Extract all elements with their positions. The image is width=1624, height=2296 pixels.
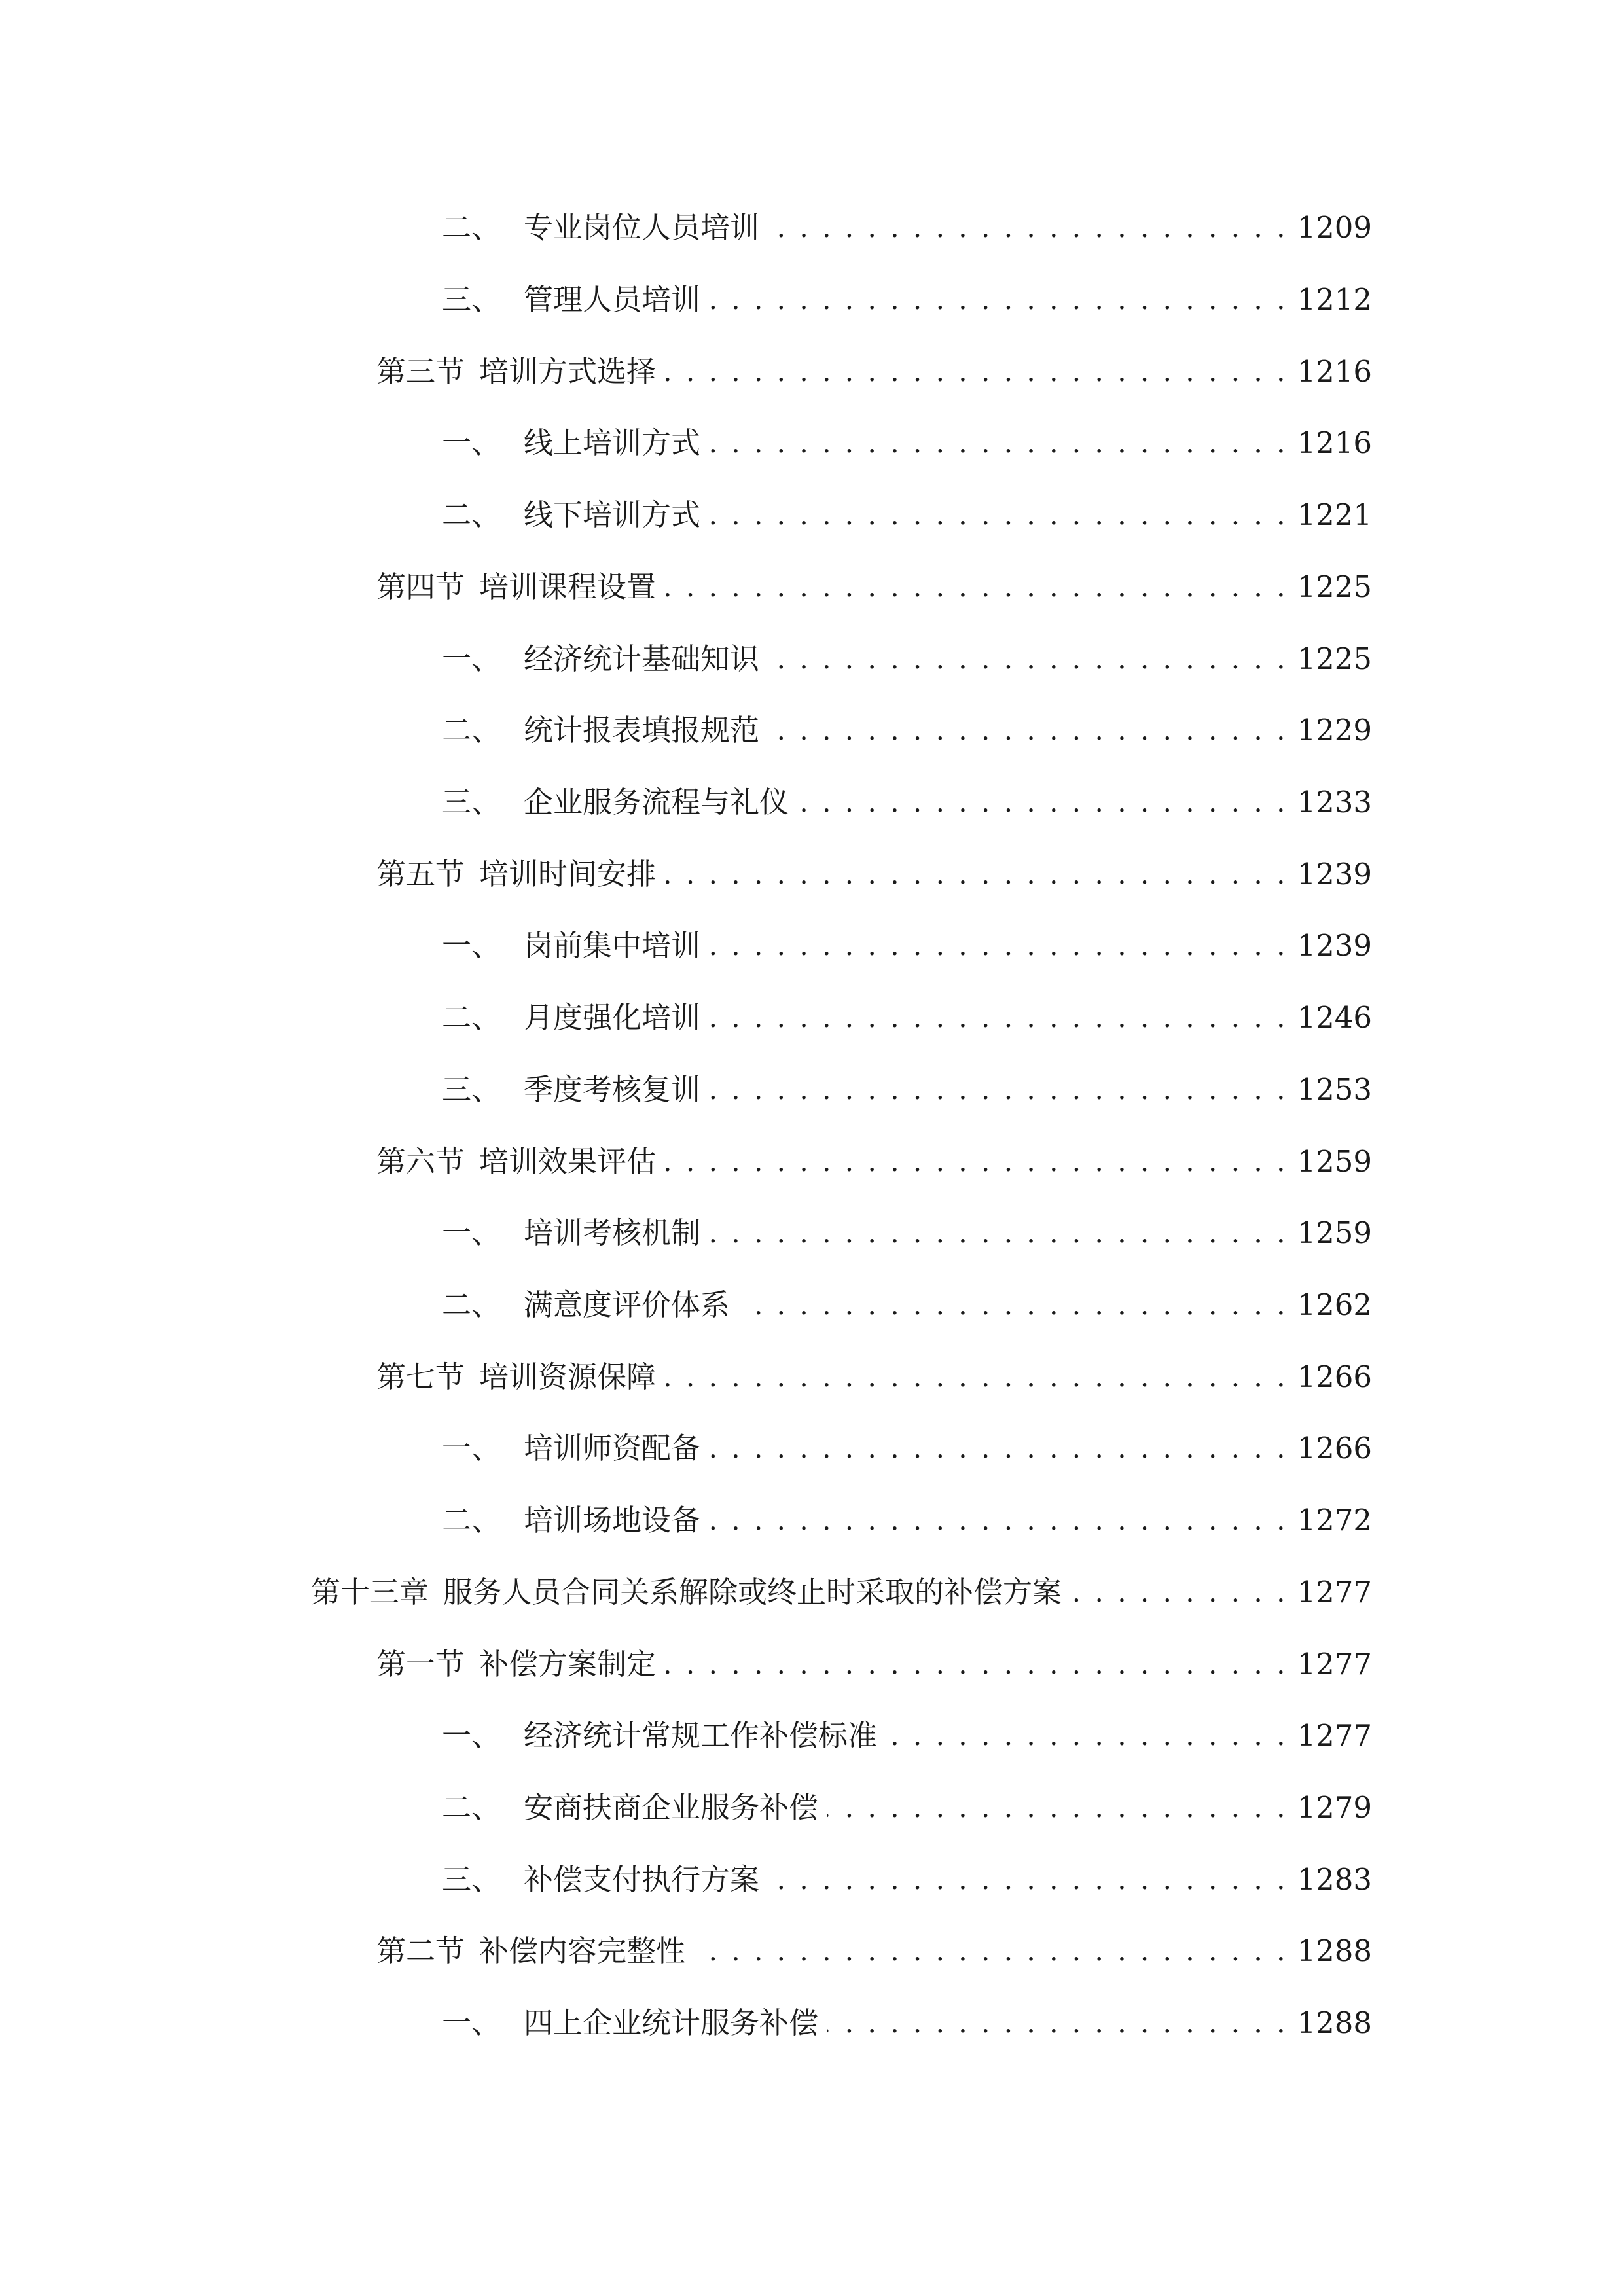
toc-leader-dots bbox=[768, 202, 1288, 254]
toc-leader-dots bbox=[768, 633, 1288, 685]
toc-leader-dots bbox=[665, 1638, 1288, 1691]
toc-entry-title: 经济统计常规工作补偿标准 bbox=[524, 1718, 878, 1753]
toc-leader-dots bbox=[665, 1136, 1288, 1188]
toc-entry-page: 1212 bbox=[1297, 282, 1372, 317]
toc-entry-number: 二、 bbox=[442, 713, 501, 747]
toc-leader-dots bbox=[1071, 1566, 1288, 1619]
toc-entry[interactable] bbox=[442, 1997, 1372, 2049]
toc-entry-page: 1233 bbox=[1297, 785, 1372, 819]
toc-entry-title: 补偿内容完整性 bbox=[479, 1933, 686, 1968]
toc-entry-page: 1262 bbox=[1297, 1287, 1372, 1322]
toc-entry-number: 二、 bbox=[442, 1287, 501, 1322]
toc-entry-number: 第十三章 bbox=[311, 1575, 429, 1609]
toc-entry-number: 第七节 bbox=[376, 1359, 465, 1394]
toc-entry-number: 第三节 bbox=[376, 354, 465, 389]
toc-entry[interactable] bbox=[376, 1638, 1372, 1691]
toc-entry-number: 三、 bbox=[442, 785, 501, 819]
toc-entry[interactable] bbox=[442, 1782, 1372, 1834]
toc-leader-dots bbox=[827, 1997, 1288, 2049]
toc-entry-number: 二、 bbox=[442, 1790, 501, 1825]
toc-entry-title: 安商扶商企业服务补偿 bbox=[524, 1790, 819, 1825]
toc-entry-title: 月度强化培训 bbox=[524, 1000, 701, 1035]
toc-entry[interactable] bbox=[442, 704, 1372, 757]
toc-leader-dots bbox=[710, 1422, 1288, 1475]
toc-entry-title: 企业服务流程与礼仪 bbox=[524, 785, 789, 819]
toc-entry-number: 一、 bbox=[442, 425, 501, 460]
toc-entry-page: 1272 bbox=[1297, 1503, 1372, 1537]
toc-entry-page: 1216 bbox=[1297, 425, 1372, 460]
toc-entry-page: 1216 bbox=[1297, 354, 1372, 389]
toc-leader-dots bbox=[710, 1064, 1288, 1116]
toc-entry-title: 培训时间安排 bbox=[479, 857, 657, 891]
toc-entry-page: 1225 bbox=[1297, 641, 1372, 676]
toc-entry-title: 线下培训方式 bbox=[524, 497, 701, 532]
toc-entry-page: 1277 bbox=[1297, 1718, 1372, 1753]
toc-entry-title: 培训效果评估 bbox=[479, 1144, 657, 1179]
toc-entry[interactable] bbox=[442, 776, 1372, 829]
toc-entry[interactable] bbox=[442, 633, 1372, 685]
toc-leader-dots bbox=[665, 561, 1288, 613]
toc-leader-dots bbox=[827, 1782, 1288, 1834]
toc-entry-page: 1266 bbox=[1297, 1431, 1372, 1465]
toc-leader-dots bbox=[665, 848, 1288, 901]
toc-leader-dots bbox=[665, 346, 1288, 398]
toc-leader-dots bbox=[710, 1494, 1288, 1547]
toc-entry-title: 培训考核机制 bbox=[524, 1215, 701, 1250]
toc-entry-page: 1288 bbox=[1297, 2005, 1372, 2040]
toc-entry-title: 季度考核复训 bbox=[524, 1072, 701, 1107]
toc-entry-page: 1239 bbox=[1297, 857, 1372, 891]
toc-entry[interactable] bbox=[442, 920, 1372, 972]
toc-entry-page: 1288 bbox=[1297, 1933, 1372, 1968]
toc-entry[interactable] bbox=[442, 992, 1372, 1044]
toc-leader-dots bbox=[886, 1710, 1288, 1762]
toc-entry-page: 1239 bbox=[1297, 928, 1372, 963]
toc-leader-dots bbox=[695, 1925, 1288, 1977]
toc-leader-dots bbox=[798, 776, 1288, 829]
toc-leader-dots bbox=[710, 417, 1288, 469]
toc-entry-number: 一、 bbox=[442, 2005, 501, 2040]
toc-entry-title: 培训师资配备 bbox=[524, 1431, 701, 1465]
toc-entry-number: 三、 bbox=[442, 282, 501, 317]
toc-entry[interactable] bbox=[376, 1925, 1372, 1977]
toc-leader-dots bbox=[710, 992, 1288, 1044]
toc-entry-title: 统计报表填报规范 bbox=[524, 713, 760, 747]
toc-entry-page: 1253 bbox=[1297, 1072, 1372, 1107]
toc-entry-number: 第六节 bbox=[376, 1144, 465, 1179]
toc-entry-title: 经济统计基础知识 bbox=[524, 641, 760, 676]
toc-entry-page: 1209 bbox=[1297, 210, 1372, 245]
toc-entry[interactable] bbox=[442, 1279, 1372, 1331]
toc-entry-title: 管理人员培训 bbox=[524, 282, 701, 317]
toc-entry[interactable] bbox=[442, 489, 1372, 541]
toc-entry-page: 1221 bbox=[1297, 497, 1372, 532]
toc-entry-title: 专业岗位人员培训 bbox=[524, 210, 760, 245]
toc-entry-number: 三、 bbox=[442, 1862, 501, 1897]
toc-entry-number: 一、 bbox=[442, 1215, 501, 1250]
toc-entry-number: 第二节 bbox=[376, 1933, 465, 1968]
toc-entry-page: 1246 bbox=[1297, 1000, 1372, 1035]
toc-entry-number: 二、 bbox=[442, 497, 501, 532]
toc-entry-title: 培训方式选择 bbox=[479, 354, 657, 389]
toc-entry-number: 一、 bbox=[442, 641, 501, 676]
toc-entry-number: 二、 bbox=[442, 1503, 501, 1537]
toc-entry-page: 1229 bbox=[1297, 713, 1372, 747]
toc-entry[interactable] bbox=[376, 1351, 1372, 1403]
toc-entry-number: 第五节 bbox=[376, 857, 465, 891]
toc-entry-number: 第四节 bbox=[376, 569, 465, 604]
toc-entry-number: 第一节 bbox=[376, 1647, 465, 1681]
toc-entry[interactable] bbox=[376, 561, 1372, 613]
toc-entry-number: 二、 bbox=[442, 1000, 501, 1035]
toc-leader-dots bbox=[710, 920, 1288, 972]
toc-entry-title: 补偿支付执行方案 bbox=[524, 1862, 760, 1897]
toc-entry-title: 岗前集中培训 bbox=[524, 928, 701, 963]
toc-entry[interactable] bbox=[442, 417, 1372, 469]
toc-entry[interactable] bbox=[442, 1494, 1372, 1547]
toc-entry-number: 一、 bbox=[442, 1718, 501, 1753]
toc-entry-title: 补偿方案制定 bbox=[479, 1647, 657, 1681]
toc-entry[interactable] bbox=[442, 1422, 1372, 1475]
toc-entry-page: 1259 bbox=[1297, 1215, 1372, 1250]
toc-entry-title: 线上培训方式 bbox=[524, 425, 701, 460]
toc-leader-dots bbox=[710, 489, 1288, 541]
toc-entry-page: 1277 bbox=[1297, 1575, 1372, 1609]
toc-entry[interactable] bbox=[442, 202, 1372, 254]
toc-leader-dots bbox=[739, 1279, 1288, 1331]
toc-leader-dots bbox=[710, 1207, 1288, 1259]
toc-entry[interactable] bbox=[376, 848, 1372, 901]
toc-entry[interactable] bbox=[442, 1854, 1372, 1906]
toc-entry-page: 1279 bbox=[1297, 1790, 1372, 1825]
toc-leader-dots bbox=[768, 1854, 1288, 1906]
toc-entry-number: 一、 bbox=[442, 928, 501, 963]
toc-leader-dots bbox=[665, 1351, 1288, 1403]
toc-entry-title: 满意度评价体系 bbox=[524, 1287, 731, 1322]
toc-entry-chapter[interactable] bbox=[311, 1566, 1372, 1619]
toc-entry-page: 1225 bbox=[1297, 569, 1372, 604]
toc-entry-title: 服务人员合同关系解除或终止时采取的补偿方案 bbox=[443, 1575, 1062, 1609]
toc-entry-page: 1277 bbox=[1297, 1647, 1372, 1681]
toc-entry[interactable] bbox=[442, 1207, 1372, 1259]
toc-entry[interactable] bbox=[376, 1136, 1372, 1188]
toc-entry-number: 二、 bbox=[442, 210, 501, 245]
toc-entry-number: 一、 bbox=[442, 1431, 501, 1465]
toc-entry[interactable] bbox=[442, 274, 1372, 326]
toc-entry[interactable] bbox=[376, 346, 1372, 398]
toc-entry[interactable] bbox=[442, 1064, 1372, 1116]
toc-entry-page: 1283 bbox=[1297, 1862, 1372, 1897]
toc-leader-dots bbox=[710, 274, 1288, 326]
toc-entry-page: 1266 bbox=[1297, 1359, 1372, 1394]
toc-entry-title: 培训课程设置 bbox=[479, 569, 657, 604]
toc-entry-title: 四上企业统计服务补偿 bbox=[524, 2005, 819, 2040]
toc-entry-title: 培训场地设备 bbox=[524, 1503, 701, 1537]
toc-entry-number: 三、 bbox=[442, 1072, 501, 1107]
toc-entry[interactable] bbox=[442, 1710, 1372, 1762]
toc-entry-page: 1259 bbox=[1297, 1144, 1372, 1179]
toc-entry-title: 培训资源保障 bbox=[479, 1359, 657, 1394]
toc-leader-dots bbox=[768, 704, 1288, 757]
